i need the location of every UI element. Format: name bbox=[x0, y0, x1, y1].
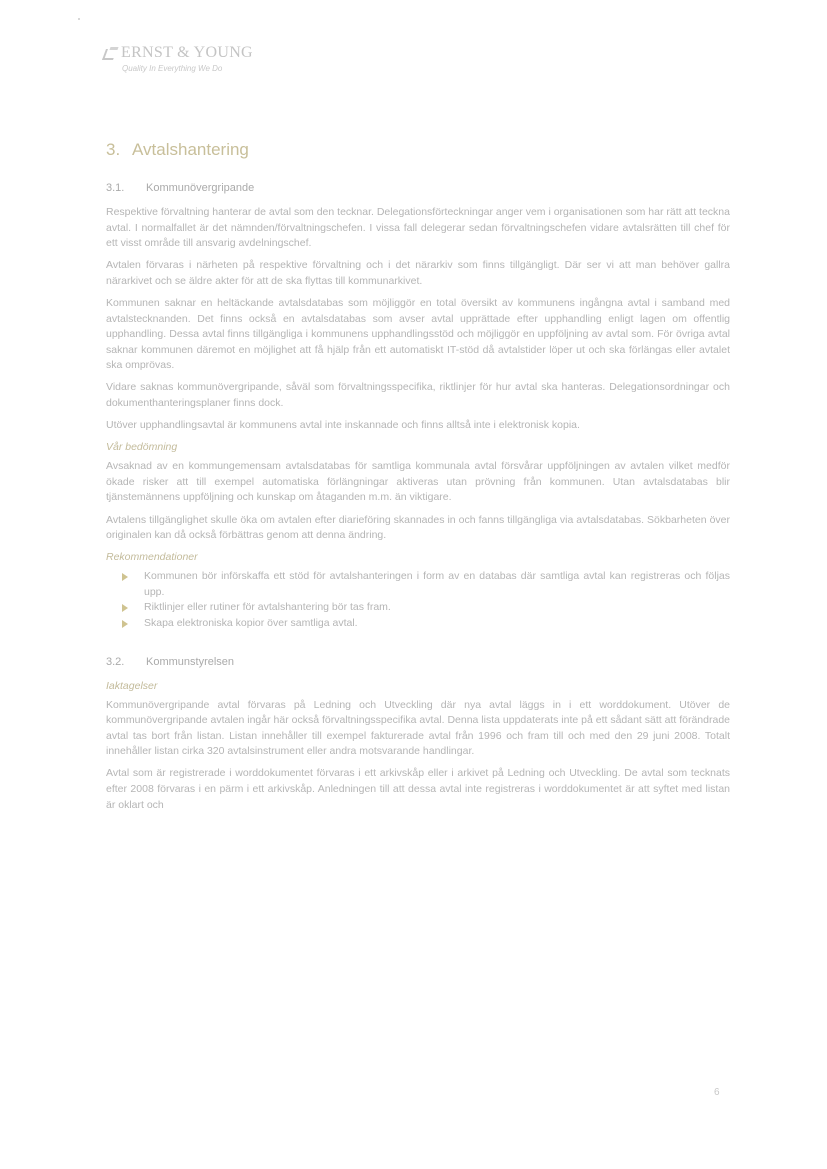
logo-text: ERNST & YOUNG bbox=[121, 44, 253, 61]
subsection-heading-3-1 bbox=[106, 182, 730, 194]
triangle-bullet-icon bbox=[122, 573, 128, 581]
paragraph: Avsaknad av en kommungemensam avtalsdatabas för samtliga kommunala avtal försvårar uppföljningen av avtalen vilket medför ökade risker att till exempel automatiska förlängningar aktiveras utan prövning från kommunen. Utan avtalsdatabas blir tjänstemännens uppföljning och kunskap om åtaganden m.m. än viktigare. bbox=[106, 460, 730, 504]
triangle-bullet-icon bbox=[122, 604, 128, 612]
section-number: 3. bbox=[106, 140, 121, 159]
subsection-number: 3.2. bbox=[106, 655, 125, 668]
subsection-title: Kommunövergripande bbox=[146, 182, 255, 194]
page-number: 6 bbox=[714, 1087, 720, 1098]
paragraph: Respektive förvaltning hanterar de avtal som den tecknar. Delegationsförteckningar anger vem i organisationen som har rätt att teckna avtal. I normalfallet är det nämnden/förvaltningschefen. I vissa fall delegerar sedan förvaltningschefen vidare avtalsrätten till chef för ett visst område till ansvarig avdelningschef. bbox=[106, 206, 730, 250]
list-item: Riktlinjer eller rutiner för avtalshantering bör tas fram. bbox=[106, 600, 730, 616]
logo-mark-icon bbox=[104, 47, 118, 59]
logo-tagline: Quality In Everything We Do bbox=[122, 64, 223, 73]
recommendations-list bbox=[106, 569, 730, 631]
scan-speck bbox=[78, 18, 80, 20]
paragraph: Avtal som är registrerade i worddokumentet förvaras i ett arkivskåp eller i arkivet på Ledning och Utveckling. De avtal som tecknats efter 2008 förvaras i en pärm i ett arkivskåp. Anledningen till att dessa avtal inte registreras i worddokumentet är att syftet med listan är oklart och bbox=[106, 767, 730, 811]
assessment-heading: Vår bedömning bbox=[106, 441, 178, 454]
subsection-heading-3-2 bbox=[106, 656, 730, 668]
paragraph: Kommunen saknar en heltäckande avtalsdatabas som möjliggör en total översikt av kommunens ingångna avtal i samband med avtalstecknanden. Det finns också en avtalsdatabas som avser avtal upprättade efter upphandling enligt lagen om offentlig upphandling. Dessa avtal finns tillgängliga i kommunens upphandlingsstöd och möjliggör en uppföljning av avtal som. För övriga avtal saknar kommunen däremot en möjlighet att få hjälp från ett automatiskt IT-stöd då avtalstider löper ut och ska förlängas eller avtalet ska omprövas. bbox=[106, 296, 730, 372]
paragraph: Kommunövergripande avtal förvaras på Ledning och Utveckling där nya avtal läggs in i ett worddokument. Utöver de kommunövergripande avtalen ingår här också förvaltningsspecifika avtal. Denna lista uppdaterats inte på ett sådant sätt att förändrade avtal tas bort från listan. Listan innehåller till exempel fakturerade avtal från 1996 och fram till och med den 29 juni 2008. Totalt innehåller listan cirka 320 avtalsinstrument eller andra motsvarande handlingar. bbox=[106, 698, 730, 758]
observations-heading: Iaktagelser bbox=[106, 679, 158, 692]
company-logo bbox=[104, 44, 324, 84]
document-body bbox=[106, 140, 730, 820]
list-item: Skapa elektroniska kopior över samtliga avtal. bbox=[106, 616, 730, 632]
recommendations-heading: Rekommendationer bbox=[106, 551, 198, 564]
subsection-title: Kommunstyrelsen bbox=[146, 655, 235, 668]
paragraph: Avtalen förvaras i närheten på respektive förvaltning och i det närarkiv som finns tillgängligt. Där ser vi att man behöver gallra närarkivet och se äldre akter för att de ska flyttas till kommunarkivet. bbox=[106, 259, 730, 287]
section-title: Avtalshantering bbox=[132, 140, 249, 159]
triangle-bullet-icon bbox=[122, 620, 128, 628]
paragraph: Utöver upphandlingsavtal är kommunens avtal inte inskannade och finns alltså inte i elektronisk kopia. bbox=[106, 419, 580, 432]
paragraph: Avtalens tillgänglighet skulle öka om avtalen efter diarieföring skannades in och fanns tillgängliga via avtalsdatabas. Sökbarheten över originalen kan då också förbättras genom att denna ändring. bbox=[106, 513, 730, 542]
section-heading bbox=[106, 140, 730, 160]
list-item: Kommunen bör införskaffa ett stöd för avtalshanteringen i form av en databas där samtliga avtal kan registreras och följas upp. bbox=[106, 569, 730, 600]
paragraph: Vidare saknas kommunövergripande, såväl som förvaltningsspecifika, riktlinjer för hur avtal ska hanteras. Delegationsordningar och dokumenthanteringsplaner finns dock. bbox=[106, 381, 730, 410]
subsection-number: 3.1. bbox=[106, 182, 125, 194]
